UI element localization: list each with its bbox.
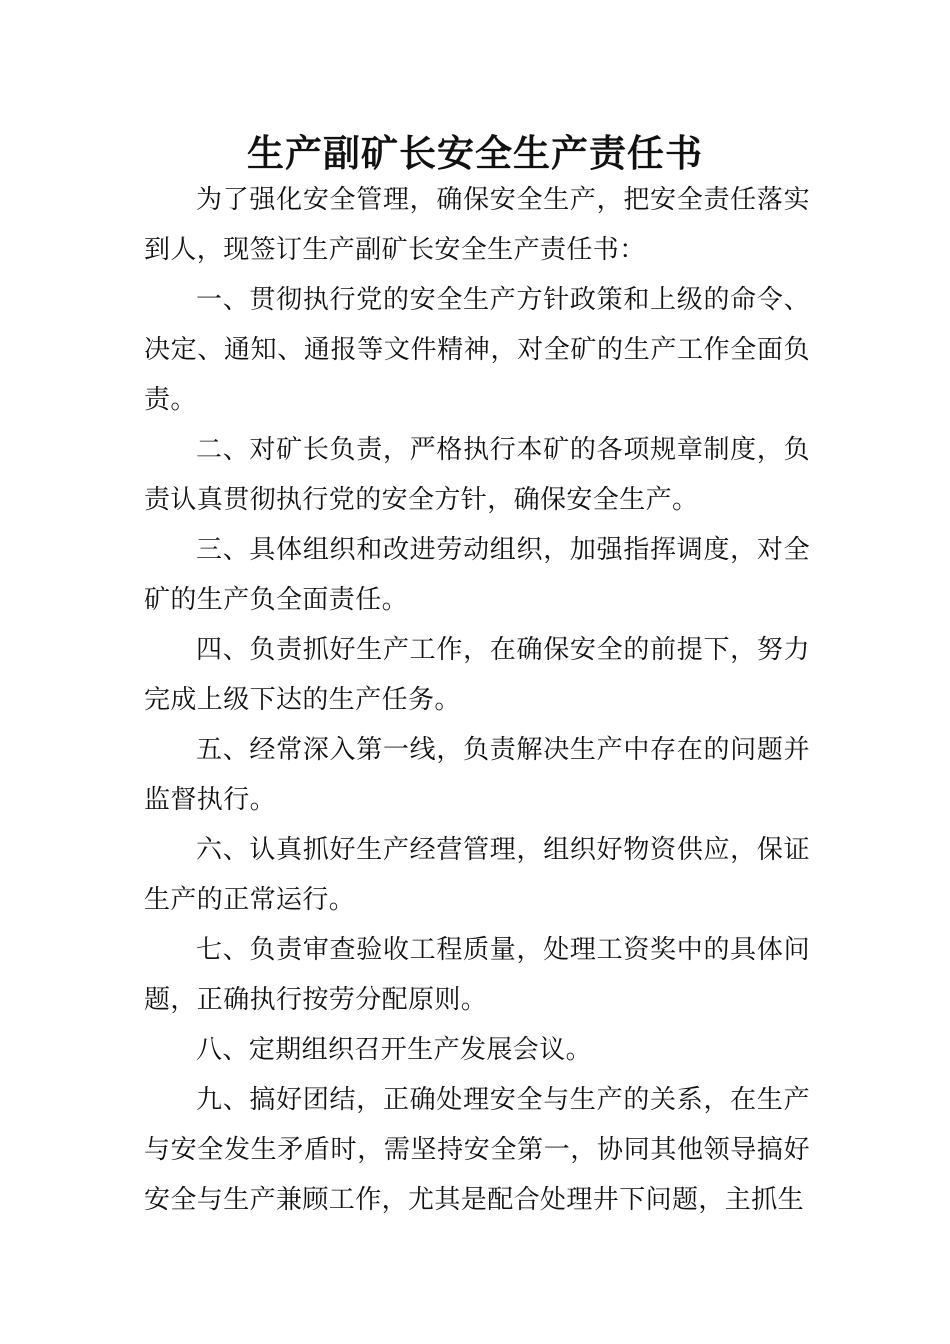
paragraph-item-2: 二、对矿长负责，严格执行本矿的各项规章制度，负责认真贯彻执行党的安全方针，确保安全生产。	[144, 435, 810, 515]
document-body	[144, 175, 810, 1225]
paragraph-item-7: 七、负责审查验收工程质量，处理工资奖中的具体问题，正确执行按劳分配原则。	[144, 935, 810, 1015]
paragraph-item-8: 八、定期组织召开生产发展会议。	[196, 1035, 593, 1065]
paragraph-intro: 为了强化安全管理，确保安全生产，把安全责任落实到人，现签订生产副矿长安全生产责任书：	[144, 185, 810, 265]
document-title: 生产副矿长安全生产责任书	[247, 131, 703, 175]
paragraph-item-3: 三、具体组织和改进劳动组织，加强指挥调度，对全矿的生产负全面责任。	[144, 535, 810, 615]
paragraph-item-6: 六、认真抓好生产经营管理，组织好物资供应，保证生产的正常运行。	[144, 835, 810, 915]
paragraph-item-4: 四、负责抓好生产工作，在确保安全的前提下，努力完成上级下达的生产任务。	[144, 635, 810, 715]
paragraph-item-1: 一、贯彻执行党的安全生产方针政策和上级的命令、决定、通知、通报等文件精神，对全矿的生产工作全面负责。	[144, 285, 810, 415]
paragraph-item-5: 五、经常深入第一线，负责解决生产中存在的问题并监督执行。	[144, 735, 810, 815]
paragraph-item-9: 九、搞好团结，正确处理安全与生产的关系，在生产与安全发生矛盾时，需坚持安全第一，协同其他领导搞好安全与生产兼顾工作，尤其是配合处理井下问题，主抓生	[144, 1085, 810, 1215]
